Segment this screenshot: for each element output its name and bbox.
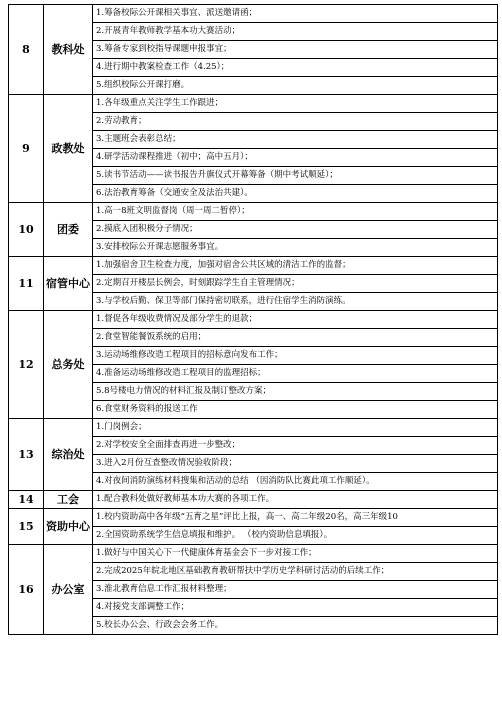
- task-item: 3.主题班会表彰总结；: [93, 131, 498, 149]
- table-row: [9, 95, 498, 113]
- task-item: 4.准备运动场维修改造工程项目的监理招标；: [93, 365, 498, 383]
- row-number: 14: [9, 491, 44, 509]
- table-row: [9, 509, 498, 527]
- department-name: 资助中心: [44, 509, 93, 545]
- task-item: 1.高一8班文明监督岗（周一周二暂停）；: [93, 203, 498, 221]
- department-name: 教科处: [44, 5, 93, 95]
- row-number: 10: [9, 203, 44, 257]
- task-item: 3.与学校后勤、保卫等部门保持密切联系，进行住宿学生消防演练。: [93, 293, 498, 311]
- department-name: 团委: [44, 203, 93, 257]
- row-number: 15: [9, 509, 44, 545]
- department-name: 宿管中心: [44, 257, 93, 311]
- task-item: 2.劳动教育；: [93, 113, 498, 131]
- row-number: 16: [9, 545, 44, 635]
- task-item: 1.配合教科处做好教师基本功大赛的各项工作。: [93, 491, 498, 509]
- department-name: 办公室: [44, 545, 93, 635]
- task-item: 2.对学校安全全面排查再进一步整改；: [93, 437, 498, 455]
- task-item: 2.定期召开楼层长例会，时刻跟踪学生自主管理情况；: [93, 275, 498, 293]
- row-number: 9: [9, 95, 44, 203]
- task-item: 2.完成2025年皖北地区基础教育教研帮扶中学历史学科研讨活动的后续工作；: [93, 563, 498, 581]
- task-item: 1.筹备校际公开课相关事宜、派送邀请函；: [93, 5, 498, 23]
- task-item: 2.全国资助系统学生信息填报和维护。 （校内资助信息填报）。: [93, 527, 498, 545]
- department-name: 总务处: [44, 311, 93, 419]
- table-row: [9, 419, 498, 437]
- row-number: 12: [9, 311, 44, 419]
- row-number: 8: [9, 5, 44, 95]
- task-item: 5.8号楼电力情况的材料汇报及制订整改方案；: [93, 383, 498, 401]
- task-item: 3.淮北教育信息工作汇报材料整理；: [93, 581, 498, 599]
- task-item: 5.组织校际公开课打磨。: [93, 77, 498, 95]
- work-plan-table: [8, 4, 498, 635]
- table-row: [9, 311, 498, 329]
- task-item: 5.读书节活动——读书报告升旗仪式开幕筹备（期中考试顺延）；: [93, 167, 498, 185]
- task-item: 1.门岗例会；: [93, 419, 498, 437]
- task-item: 2.食堂智能餐饭系统的启用；: [93, 329, 498, 347]
- table-row: [9, 257, 498, 275]
- task-item: 1.加强宿舍卫生检查力度，加强对宿舍公共区域的清洁工作的监督；: [93, 257, 498, 275]
- work-plan-table-body: [9, 5, 498, 635]
- task-item: 6.法治教育筹备（交通安全及法治共建）。: [93, 185, 498, 203]
- task-item: 1.各年级重点关注学生工作跟进；: [93, 95, 498, 113]
- task-item: 6.食堂财务资料的报送工作: [93, 401, 498, 419]
- task-item: 1.做好与中国关心下一代健康体育基金会下一步对接工作；: [93, 545, 498, 563]
- task-item: 4.对接党支部调整工作；: [93, 599, 498, 617]
- task-item: 2.摸底入团积极分子情况；: [93, 221, 498, 239]
- task-item: 3.筹备专家到校指导课题申报事宜；: [93, 41, 498, 59]
- department-name: 工会: [44, 491, 93, 509]
- task-item: 1.督促各年级收费情况及部分学生的退款；: [93, 311, 498, 329]
- task-item: 4.对夜间消防演练材料搜集和活动的总结 （因消防队比赛此项工作顺延）。: [93, 473, 498, 491]
- row-number: 11: [9, 257, 44, 311]
- task-item: 3.进入2月份互查整改情况验收阶段；: [93, 455, 498, 473]
- row-number: 13: [9, 419, 44, 491]
- task-item: 2.开展青年教师教学基本功大赛活动；: [93, 23, 498, 41]
- table-row: [9, 545, 498, 563]
- task-item: 5.校长办公会、行政会会务工作。: [93, 617, 498, 635]
- table-row: [9, 5, 498, 23]
- task-item: 1.校内资助高中各年级“五育之星”评比上报，高一、高二年级20名，高三年级10: [93, 509, 498, 527]
- task-item: 3.运动场维修改造工程项目的招标意向发布工作；: [93, 347, 498, 365]
- department-name: 政教处: [44, 95, 93, 203]
- task-item: 3.安排校际公开课志愿服务事宜。: [93, 239, 498, 257]
- task-item: 4.研学活动课程推进（初中；高中五月）；: [93, 149, 498, 167]
- table-row: [9, 203, 498, 221]
- department-name: 综治处: [44, 419, 93, 491]
- task-item: 4.进行期中教案检查工作（4.25）；: [93, 59, 498, 77]
- table-row: [9, 491, 498, 509]
